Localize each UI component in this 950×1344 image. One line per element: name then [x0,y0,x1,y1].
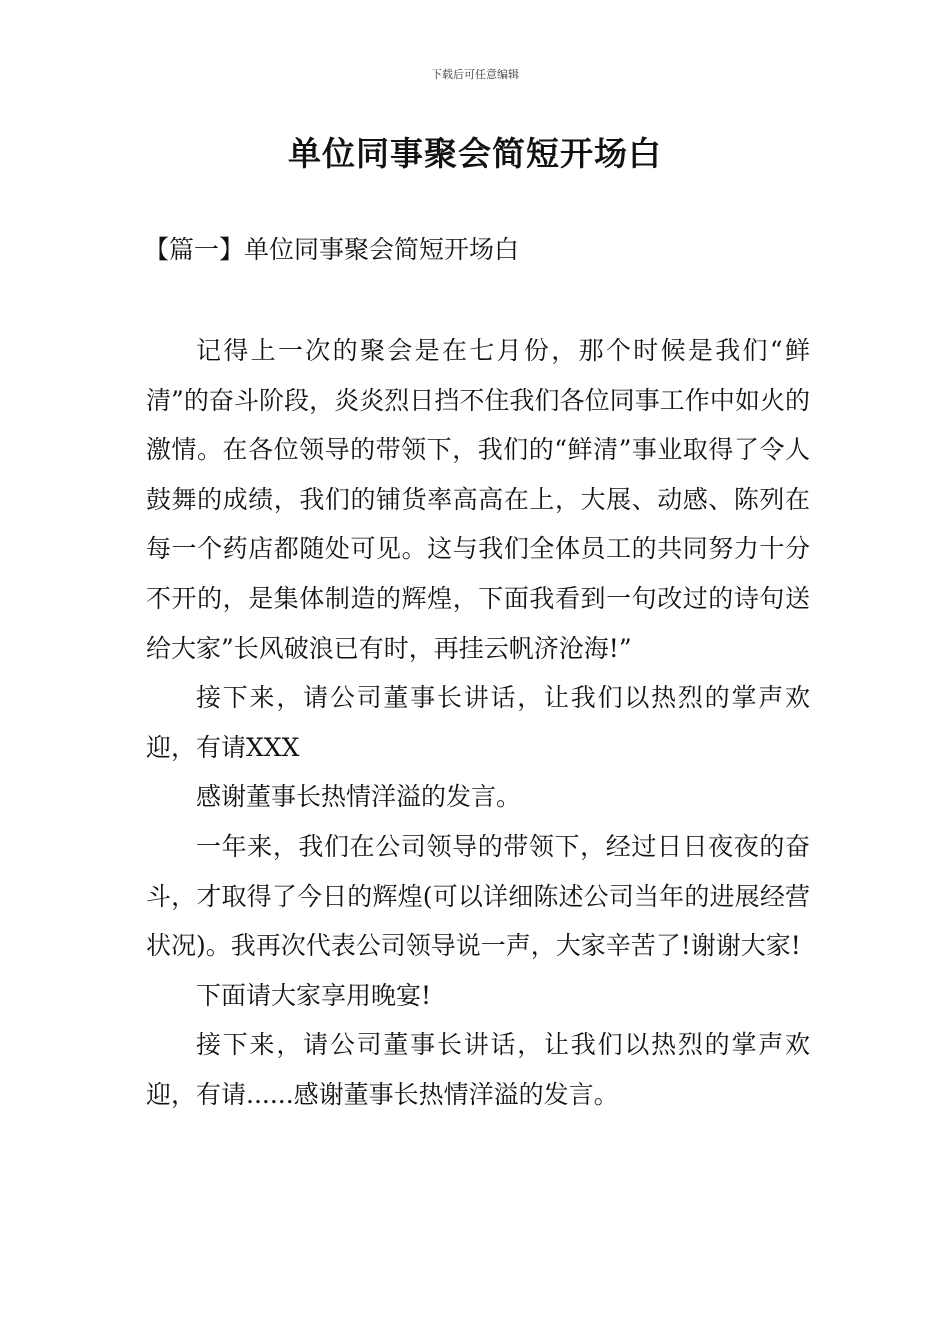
section-heading: 【篇一】单位同事聚会简短开场白 [144,235,520,264]
paragraph: 下面请大家享用晚宴! [196,980,432,1010]
document-body [146,326,810,1120]
paragraph: 接下来，请公司董事长讲话，让我们以热烈的掌声欢迎，有请......感谢董事长热情洋溢的发言。 [146,1030,810,1109]
paragraph: 感谢董事长热情洋溢的发言。 [196,782,522,812]
paragraph: 一年来，我们在公司领导的带领下，经过日日夜夜的奋斗，才取得了今日的辉煌(可以详细陈述公司当年的进展经营状况)。我再次代表公司领导说一声，大家辛苦了!谢谢大家! [146,831,810,961]
paragraph: 接下来，请公司董事长讲话，让我们以热烈的掌声欢迎，有请XXX [146,683,810,762]
paragraph: 记得上一次的聚会是在七月份，那个时候是我们“鲜清”的奋斗阶段，炎炎烈日挡不住我们各位同事工作中如火的激情。在各位领导的带领下，我们的“鲜清”事业取得了令人鼓舞的成绩，我们的铺货率高高在上，大展、动感、陈列在每一个药店都随处可见。这与我们全体员工的共同努力十分不开的，是集体制造的辉煌，下面我看到一句改过的诗句送给大家”长风破浪已有时，再挂云帆济沧海!” [146,336,810,663]
header-note: 下载后可任意编辑 [431,68,519,81]
page-title: 单位同事聚会简短开场白 [288,134,662,173]
